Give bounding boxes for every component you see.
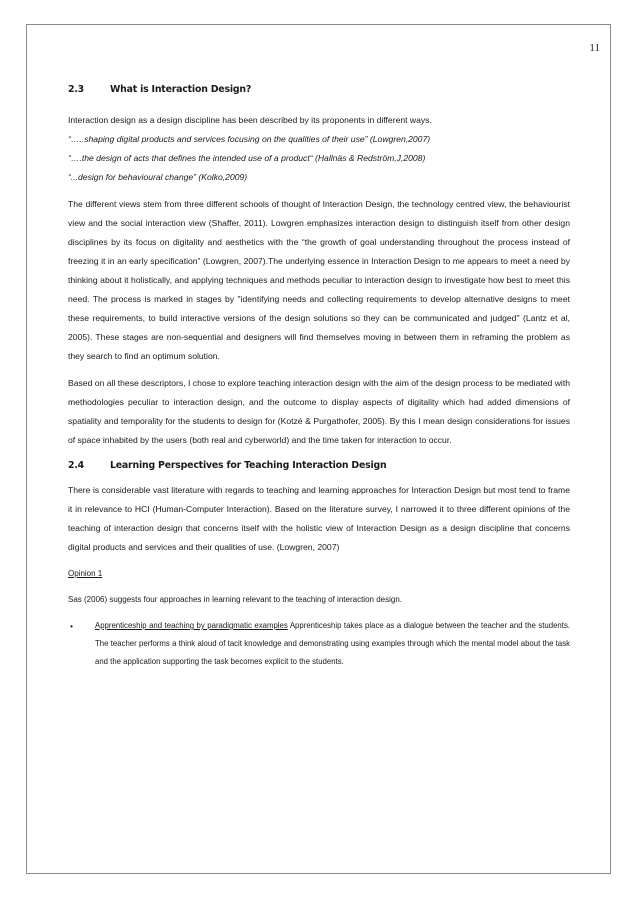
paragraph-descriptors: Based on all these descriptors, I chose to explore teaching interaction design with the aim of the design process to be mediated with methodologies peculiar to interaction design, and the outcome to display aspects of digitality which had added dimensions of spatiality and temporality for the students to design for (Kotzé & Purgathofer, 2005). By this I mean design considerations for issues of space inhabited by the users (both real and cyberworld) and the time taken for interaction to occur.: [68, 378, 570, 445]
section-number: 2.4: [68, 460, 85, 471]
page-number: 11: [589, 42, 600, 54]
section-number: 2.3: [68, 84, 85, 95]
paragraph-literature: There is considerable vast literature with regards to teaching and learning approaches for Interaction Design but most tend to frame it in relevance to HCI (Human-Computer Interaction). Based on the literature survey, I narrowed it to three different opinions of the teaching of interaction design that concerns itself with the holistic view of Interaction Design as a design discipline that concerns digital products and services and their qualities of use. (Lowgren, 2007): [68, 485, 570, 552]
bullet-marker: •: [70, 621, 74, 631]
quote-kolko: “...design for behavioural change” (Kolko,2009): [68, 172, 248, 182]
document-body: [68, 84, 570, 671]
intro-paragraph: Interaction design as a design discipline has been described by its proponents in different ways.: [68, 115, 432, 125]
section-title: Learning Perspectives for Teaching Interaction Design: [110, 460, 387, 471]
section-heading-2-3: [68, 84, 570, 95]
opinion-intro: Sas (2006) suggests four approaches in learning relevant to the teaching of interaction design.: [68, 595, 402, 604]
bullet-body: Apprenticeship takes place as a dialogue between the teacher and the students. The teacher performs a think aloud of tacit knowledge and demonstrating using examples through which the mental model about the task and the application supporting the task becomes explicit to the students.: [95, 621, 571, 666]
section-title: What is Interaction Design?: [110, 84, 252, 95]
quote-lowgren: “…..shaping digital products and services focusing on the qualities of their use” (Lowgren,2007): [68, 134, 431, 144]
paragraph-views: The different views stem from three different schools of thought of Interaction Design, the technology centred view, the behaviourist view and the social interaction view (Shaffer, 2011). Lowgren emphasizes interaction design to distinguish itself from other design disciplines by its focus on digitality and aesthetics with the “the growth of goal understanding throughout the process instead of freezing it in an early specification” (Lowgren, 2007).The underlying essence in Interaction Design to me appears to meet a need by thinking about it holistically, and applying techniques and methods peculiar to interaction design to investigate how best to meet this need. The process is marked in stages by "identifying needs and collecting requirements to develop alternative designs to meet these requirements, to build interactive versions of the design solutions so they can be communicated and judged" (Lantz et al, 2005). These stages are non-sequential and designers will find themselves moving in between them in reframing the problem as they search to find an optimum solution.: [68, 199, 570, 361]
section-heading-2-4: [68, 460, 570, 471]
quote-hallnas: “….the design of acts that defines the intended use of a product“ (Hallnäs & Redström,J,2008): [68, 153, 426, 163]
bullet-text: [95, 617, 570, 671]
list-item: [68, 617, 570, 671]
opinion-label: Opinion 1: [68, 569, 103, 578]
bullet-title: Apprenticeship and teaching by paradigmatic examples: [95, 621, 288, 630]
